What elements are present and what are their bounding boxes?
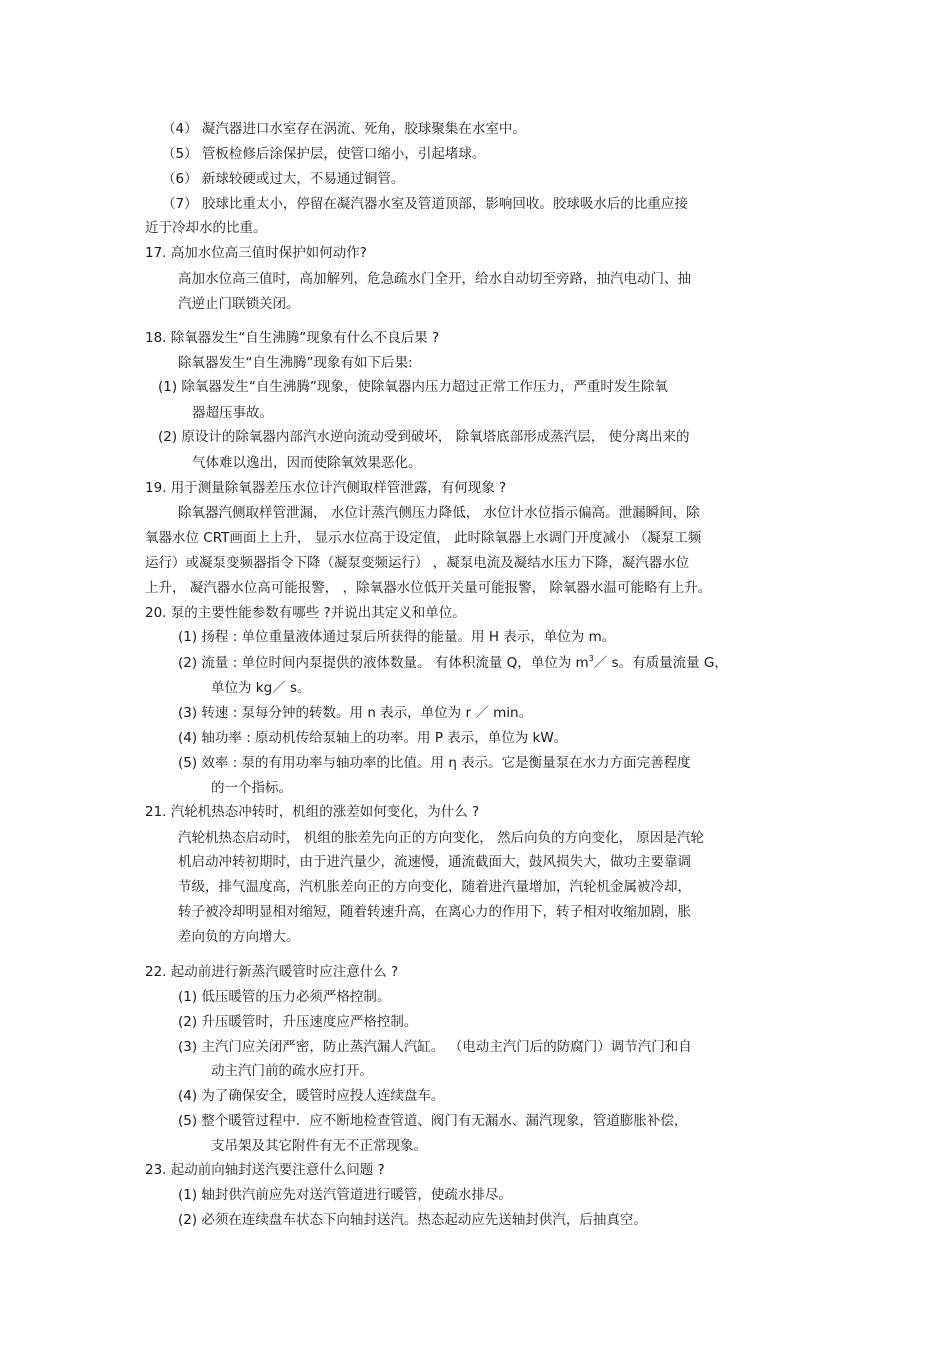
- question-heading: 23. 起动前向轴封送汽要注意什么问题 ?: [145, 1162, 385, 1178]
- list-item: 近于冷却水的比重。: [145, 220, 267, 236]
- list-item: (4) 为了确保安全，暖管时应投人连续盘车。: [178, 1088, 445, 1104]
- answer-line: 汽逆止门联锁关闭。: [178, 296, 300, 312]
- answer-line: 上升， 凝汽器水位高可能报警， ，除氧器水位低开关量可能报警， 除氧器水温可能略有上升。: [145, 580, 712, 596]
- question-heading: 20. 泵的主要性能参数有哪些 ?并说出其定义和单位。: [145, 605, 466, 621]
- list-item: （7） 胶球比重太小，停留在凝汽器水室及管道顶部，影响回收。胶球吸水后的比重应接: [162, 196, 688, 212]
- list-item: (4) 轴功率 : 原动机传给泵轴上的功率。用 P 表示，单位为 kW。: [178, 730, 568, 746]
- answer-line: 除氧器汽侧取样管泄漏， 水位计蒸汽侧压力降低， 水位计水位指示偏高。泄漏瞬间，除: [178, 505, 700, 521]
- question-heading: 21. 汽轮机热态冲转时，机组的涨差如何变化，为什么 ?: [145, 804, 480, 820]
- answer-line: 机启动冲转初期时，由于进汽量少，流速慢，通流截面大，鼓风损失大，做功主要靠调: [178, 854, 691, 870]
- list-item: (1) 低压暖管的压力必须严格控制。: [178, 989, 391, 1005]
- list-item: （6） 新球较硬或过大，不易通过铜管。: [162, 171, 405, 187]
- answer-line: 差向负的方向增大。: [178, 929, 300, 945]
- answer-line: 运行）或凝泵变频器指令下降（凝泵变频运行） ，凝泵电流及凝结水压力下降，凝汽器水位: [145, 555, 690, 571]
- list-item: (5) 整个暖管过程中．应不断地检查管道、阀门有无漏水、漏汽现象，管道膨胀补偿，: [178, 1113, 688, 1129]
- list-item: （5） 管板检修后涂保护层，使管口缩小，引起堵球。: [162, 146, 486, 162]
- list-item: (1) 除氧器发生“自生沸腾”现象，使除氧器内压力超过正常工作压力，严重时发生除氧: [158, 379, 668, 395]
- list-item: (3) 主汽门应关闭严密，防止蒸汽漏人汽缸。 （电动主汽门后的防腐门）调节汽门和自: [178, 1039, 692, 1055]
- answer-intro: 除氧器发生“自生沸腾”现象有如下后果:: [178, 355, 413, 371]
- list-item: 的一个指标。: [211, 780, 292, 796]
- answer-line: 高加水位高三值时，高加解列，危急疏水门全开，给水自动切至旁路，抽汽电动门、抽: [178, 271, 691, 287]
- list-item: 支吊架及其它附件有无不正常现象。: [211, 1138, 427, 1154]
- list-item: （4） 凝汽器进口水室存在涡流、死角，胶球聚集在水室中。: [162, 121, 526, 137]
- answer-line: 节级，排气温度高，汽机胀差向正的方向变化，随着进汽量增加，汽轮机金属被冷却，: [178, 879, 691, 895]
- list-item: 单位为 kg／ s。: [211, 680, 311, 696]
- question-heading: 17. 高加水位高三值时保护如何动作?: [145, 245, 367, 261]
- list-item: 动主汽门前的疏水应打开。: [211, 1063, 373, 1079]
- question-heading: 18. 除氧器发生“自生沸腾”现象有什么不良后果 ?: [145, 330, 440, 346]
- list-item: (2) 原设计的除氧器内部汽水逆向流动受到破坏， 除氧塔底部形成蒸汽层， 使分离出来的: [158, 429, 690, 445]
- list-item: (2) 流量 : 单位时间内泵提供的液体数量。 有体积流量 Q，单位为 $m^3/$ s。有质量流量 G，: [178, 654, 728, 671]
- list-item: (2) 升压暖管时，升压速度应严格控制。: [178, 1014, 418, 1030]
- answer-line: 氧器水位 CRT画面上上升， 显示水位高于设定值， 此时除氧器上水调门开度减小 （凝泵工频: [145, 530, 702, 546]
- list-item: (1) 轴封供汽前应先对送汽管道进行暖管，使疏水排尽。: [178, 1187, 512, 1203]
- list-item: 器超压事故。: [192, 405, 273, 421]
- list-item: 气体难以逸出，因而使除氧效果恶化。: [192, 455, 422, 471]
- list-item: (1) 扬程 : 单位重量液体通过泵后所获得的能量。用 H 表示，单位为 m。: [178, 629, 616, 645]
- question-heading: 19. 用于测量除氧器差压水位计汽侧取样管泄露，有何现象 ?: [145, 480, 507, 496]
- answer-line: 汽轮机热态启动时， 机组的胀差先向正的方向变化， 然后向负的方向变化， 原因是汽轮: [178, 830, 704, 846]
- list-item: (5) 效率 : 泵的有用功率与轴功率的比值。用 η 表示。它是衡量泵在水力方面完善程度: [178, 755, 691, 771]
- question-heading: 22. 起动前进行新蒸汽暖管时应注意什么 ?: [145, 964, 399, 980]
- answer-line: 转子被冷却明显相对缩短，随着转速升高，在离心力的作用下，转子相对收缩加剧，胀: [178, 904, 691, 920]
- list-item: (3) 转速 : 泵每分钟的转数。用 n 表示，单位为 r ／ min。: [178, 705, 533, 721]
- list-item: (2) 必须在连续盘车状态下向轴封送汽。热态起动应先送轴封供汽，后抽真空。: [178, 1212, 647, 1228]
